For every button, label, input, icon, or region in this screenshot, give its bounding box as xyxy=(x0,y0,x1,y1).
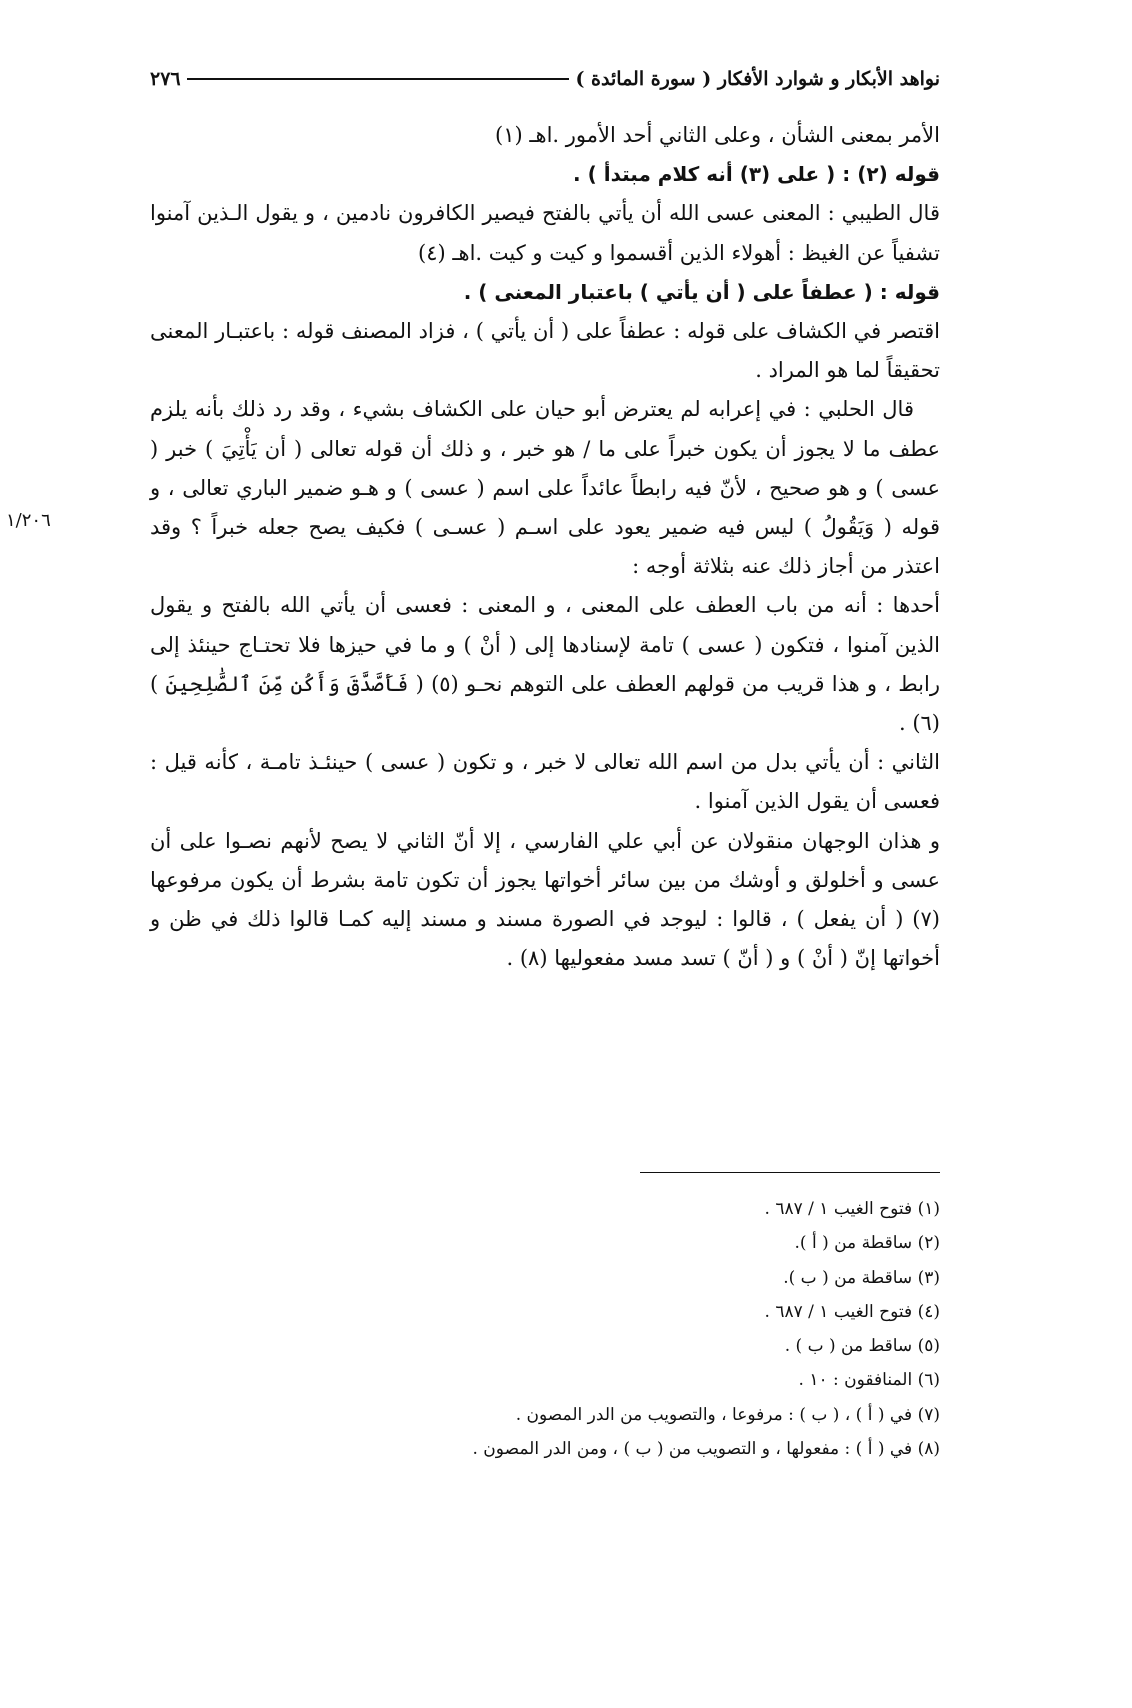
page-header xyxy=(150,62,940,96)
paragraph: اقتصر في الكشاف على قوله : عطفاً على ( أن يأتي ) ، فزاد المصنف قوله : باعتبـار المعنى تحقيقاً لما هو المراد . xyxy=(150,319,940,383)
header-rule xyxy=(187,78,570,80)
heading-line: قوله : ( عطفاً على ( أن يأتي ) باعتبار المعنى ) . xyxy=(463,279,940,304)
main-text xyxy=(150,116,940,978)
footnote: (٣) ساقطة من ( ب ). xyxy=(783,1267,940,1288)
page-number: ٢٧٦ xyxy=(150,68,181,90)
footnote: (٢) ساقطة من ( أ ). xyxy=(794,1233,940,1254)
paragraph: الأمر بمعنى الشأن ، وعلى الثاني أحد الأمور .اهـ (١) xyxy=(495,123,940,147)
footnote: (٨) في ( أ ) : مفعولها ، و التصويب من ( ب ) ، ومن الدر المصون . xyxy=(472,1439,940,1460)
paragraph: أحدها : أنه من باب العطف على المعنى ، و المعنى : فعسى أن يأتي الله بالفتح و يقول الذين آمنوا ، فتكون ( عسى ) تامة لإسنادها إلى ( أنْ ) و ما في حيزها فلا تحتـاج حينئذ إلى رابط ، و هذا قريب من قولهم العطف على التوهم نحـو (٥) ( فَأَصَّدَّقَ وَأَكُن مِّنَ ٱلصَّٰلِحِينَ ) (٦) . xyxy=(150,593,940,736)
running-title: نواهد الأبكار و شوارد الأفكار ( سورة المائدة ) xyxy=(575,68,940,90)
margin-folio-note: ١/٢٠٦ xyxy=(6,510,51,531)
footnote: (٤) فتوح الغيب ١ / ٦٨٧ . xyxy=(764,1301,940,1322)
paragraph: قال الحلبي : في إعرابه لم يعترض أبو حيان على الكشاف بشيء ، وقد رد ذلك بأنه يلزم عطف ما لا يجوز أن يكون خبراً على ما / هو خبر ، و ذلك أن قوله تعالى ( أن يَأْتِيَ ) خبر ( عسى ) و هو صحيح ، لأنّ فيه رابطاً عائداً على اسم ( عسى ) و هـو ضمير الباري تعالى ، و قوله ( وَيَقُولُ ) ليس فيه ضمير يعود على اسـم ( عسـى ) فكيف يصح جعله خبراً ؟ وقد اعتذر من أجاز ذلك عنه بثلاثة أوجه : xyxy=(150,397,940,579)
paragraph: و هذان الوجهان منقولان عن أبي علي الفارسي ، إلا أنّ الثاني لا يصح لأنهم نصـوا على أن عسى و أخلولق و أوشك من بين سائر أخواتها يجوز أن تكون تامة بشرط أن يكون مرفوعها (٧) ( أن يفعل ) ، قالوا : ليوجد في الصورة مسند و مسند إليه كمـا قالوا ذلك في ظن و أخواتها إنّ ( أنْ ) و ( أنّ ) تسد مسد مفعوليها (٨) . xyxy=(150,828,940,971)
footnotes xyxy=(400,1192,940,1466)
paragraph: الثاني : أن يأتي بدل من اسم الله تعالى لا خبر ، و تكون ( عسى ) حينئـذ تامـة ، كأنه قيل : فعسى أن يقول الذين آمنوا . xyxy=(150,750,940,814)
footnote: (١) فتوح الغيب ١ / ٦٨٧ . xyxy=(764,1199,940,1219)
footnote: (٧) في ( أ ) ، ( ب ) : مرفوعا ، والتصويب من الدر المصون . xyxy=(515,1404,940,1425)
paragraph: قال الطيبي : المعنى عسى الله أن يأتي بالفتح فيصير الكافرون نادمين ، و يقول الـذين آمنوا تشفياً عن الغيظ : أهولاء الذين أقسموا و كيت و كيت .اهـ (٤) xyxy=(150,201,940,265)
heading-line: قوله (٢) : ( على (٣) أنه كلام مبتدأ ) . xyxy=(573,162,940,187)
footnote-separator xyxy=(640,1172,940,1173)
footnote: (٦) المنافقون : ١٠ . xyxy=(798,1370,940,1391)
footnote: (٥) ساقط من ( ب ) . xyxy=(784,1336,940,1357)
